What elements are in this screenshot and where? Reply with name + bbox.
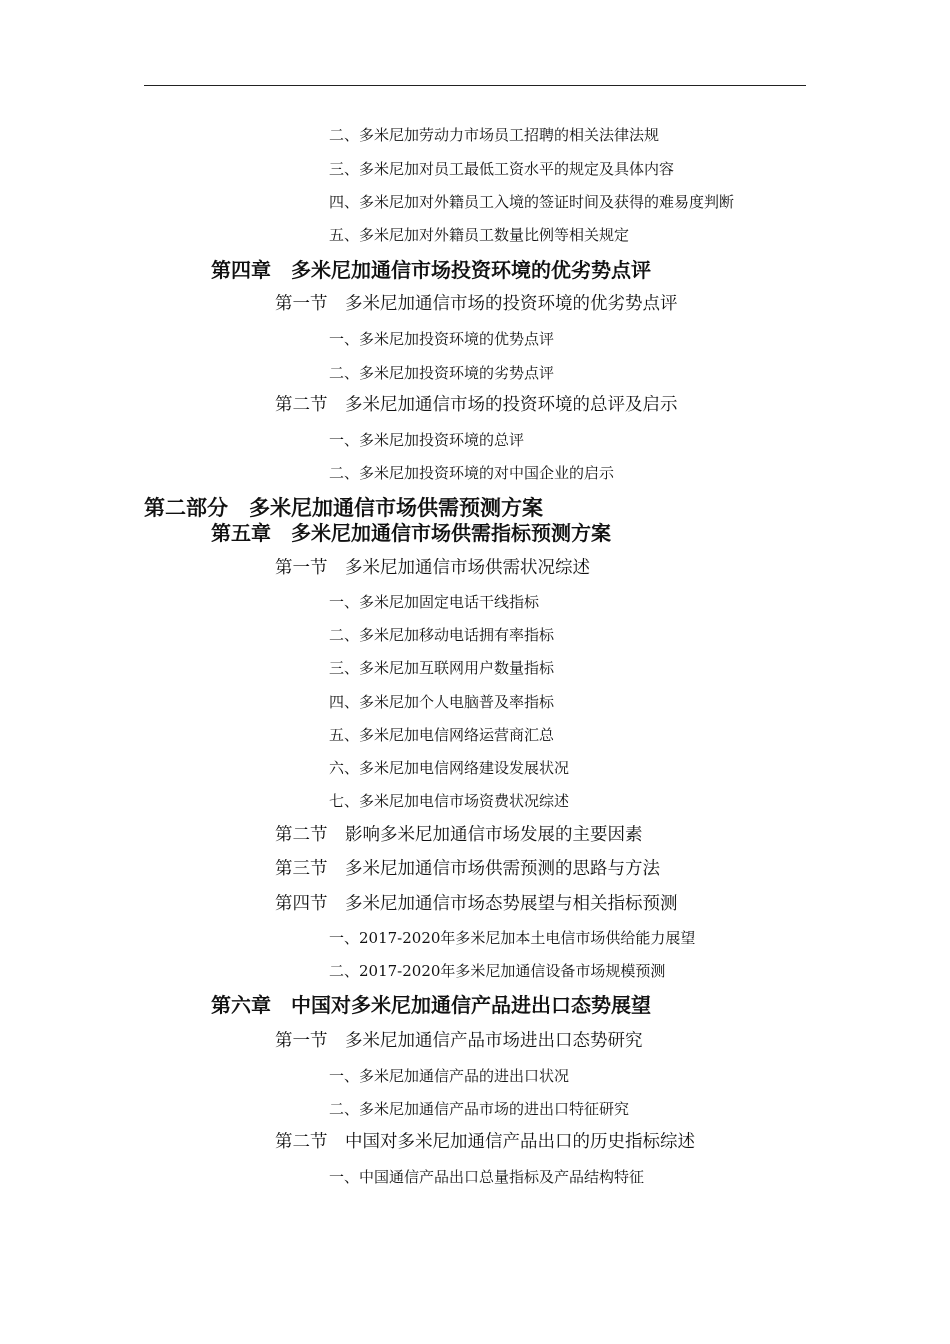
- toc-entry: 六、多米尼加电信网络建设发展状况: [329, 759, 570, 777]
- toc-entry: 二、多米尼加劳动力市场员工招聘的相关法律法规: [329, 126, 660, 144]
- toc-section: 第二节 多米尼加通信市场的投资环境的总评及启示: [275, 395, 678, 415]
- toc-entry: 五、多米尼加电信网络运营商汇总: [329, 726, 555, 744]
- toc-entry: 四、多米尼加个人电脑普及率指标: [329, 693, 555, 711]
- toc-entry: 二、多米尼加投资环境的劣势点评: [329, 364, 555, 382]
- toc-entry: 二、2017-2020年多米尼加通信设备市场规模预测: [329, 962, 666, 980]
- toc-entry: 一、多米尼加投资环境的总评: [329, 431, 525, 449]
- toc-section: 第二节 中国对多米尼加通信产品出口的历史指标综述: [275, 1132, 695, 1152]
- toc-entry: 二、多米尼加通信产品市场的进出口特征研究: [329, 1100, 630, 1118]
- toc-entry: 三、多米尼加互联网用户数量指标: [329, 659, 555, 677]
- toc-entry: 四、多米尼加对外籍员工入境的签证时间及获得的难易度判断: [329, 193, 735, 211]
- toc-entry: 一、多米尼加投资环境的优势点评: [329, 330, 555, 348]
- toc-section: 第二节 影响多米尼加通信市场发展的主要因素: [275, 825, 643, 845]
- toc-section: 第一节 多米尼加通信市场供需状况综述: [275, 558, 590, 578]
- toc-entry: 三、多米尼加对员工最低工资水平的规定及具体内容: [329, 160, 675, 178]
- toc-chapter: 第六章 中国对多米尼加通信产品进出口态势展望: [211, 993, 651, 1017]
- toc-chapter: 第五章 多米尼加通信市场供需指标预测方案: [211, 521, 611, 545]
- toc-entry: 一、2017-2020年多米尼加本土电信市场供给能力展望: [329, 929, 696, 947]
- toc-entry: 一、中国通信产品出口总量指标及产品结构特征: [329, 1168, 645, 1186]
- toc-entry: 一、多米尼加固定电话干线指标: [329, 593, 540, 611]
- toc-entry: 一、多米尼加通信产品的进出口状况: [329, 1067, 570, 1085]
- toc-section: 第一节 多米尼加通信产品市场进出口态势研究: [275, 1031, 643, 1051]
- toc-entry: 七、多米尼加电信市场资费状况综述: [329, 792, 570, 810]
- toc-entry: 二、多米尼加移动电话拥有率指标: [329, 626, 555, 644]
- toc-section: 第一节 多米尼加通信市场的投资环境的优劣势点评: [275, 294, 678, 314]
- toc-section: 第四节 多米尼加通信市场态势展望与相关指标预测: [275, 894, 678, 914]
- toc-entry: 二、多米尼加投资环境的对中国企业的启示: [329, 464, 615, 482]
- toc-chapter: 第四章 多米尼加通信市场投资环境的优劣势点评: [211, 258, 651, 282]
- toc-entry: 五、多米尼加对外籍员工数量比例等相关规定: [329, 226, 630, 244]
- toc-part: 第二部分 多米尼加通信市场供需预测方案: [144, 495, 543, 520]
- toc-section: 第三节 多米尼加通信市场供需预测的思路与方法: [275, 859, 660, 879]
